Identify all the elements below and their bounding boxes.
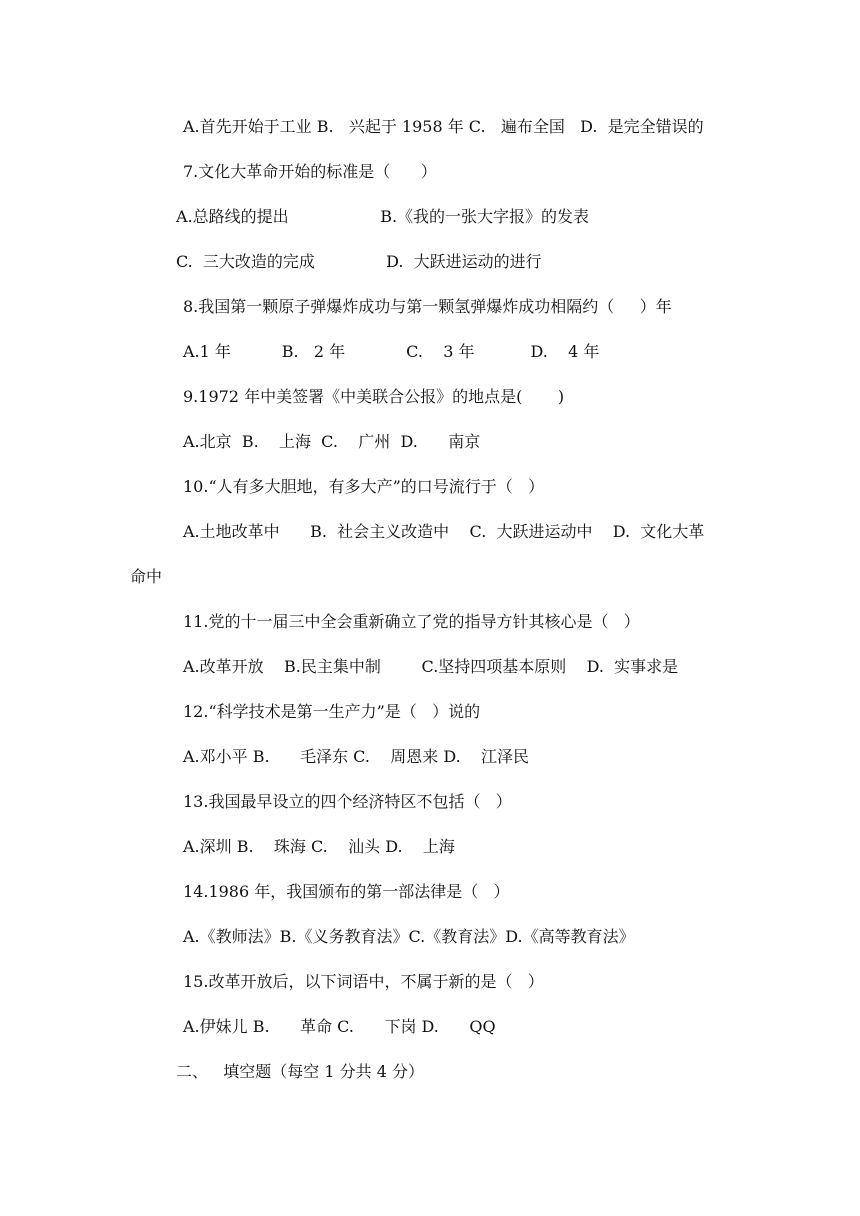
q9-options: A.北京 B. 上海 C. 广州 D. 南京 — [183, 432, 481, 451]
q11-question: 11.党的十一届三中全会重新确立了党的指导方针其核心是（ ） — [183, 612, 640, 631]
q7-options-row2: C. 三大改造的完成 D. 大跃进运动的进行 — [176, 252, 542, 271]
q11-options: A.改革开放 B.民主集中制 C.坚持四项基本原则 D. 实事求是 — [183, 657, 679, 676]
q10-options: A.土地改革中 B. 社会主义改造中 C. 大跃进运动中 D. 文化大革 — [183, 522, 705, 541]
q7-options-row1: A.总路线的提出 B.《我的一张大字报》的发表 — [176, 207, 590, 226]
q12-options: A.邓小平 B. 毛泽东 C. 周恩来 D. 江泽民 — [183, 747, 530, 766]
section-heading: 二、 填空题（每空 1 分共 4 分） — [176, 1062, 424, 1081]
q9-question: 9.1972 年中美签署《中美联合公报》的地点是( ) — [183, 387, 565, 406]
q12-question: 12.“科学技术是第一生产力”是（ ）说的 — [183, 702, 481, 721]
q14-options: A.《教师法》B.《义务教育法》C.《教育法》D.《高等教育法》 — [183, 927, 635, 946]
q14-question: 14.1986 年，我国颁布的第一部法律是（ ） — [183, 882, 510, 901]
q10-options-continued: 命中 — [130, 567, 163, 586]
q6-options: A.首先开始于工业 B. 兴起于 1958 年 C. 遍布全国 D. 是完全错误的 — [183, 117, 704, 136]
q13-question: 13.我国最早设立的四个经济特区不包括（ ） — [183, 792, 512, 811]
q8-question: 8.我国第一颗原子弹爆炸成功与第一颗氢弹爆炸成功相隔约（ ）年 — [183, 297, 672, 316]
q15-options: A.伊妹儿 B. 革命 C. 下岗 D. QQ — [183, 1017, 496, 1036]
q13-options: A.深圳 B. 珠海 C. 汕头 D. 上海 — [183, 837, 455, 856]
q7-question: 7.文化大革命开始的标准是（ ） — [183, 162, 437, 181]
q8-options: A.1 年 B. 2 年 C. 3 年 D. 4 年 — [183, 342, 600, 361]
q15-question: 15.改革开放后，以下词语中，不属于新的是（ ） — [183, 972, 544, 991]
q10-question: 10.“人有多大胆地，有多大产”的口号流行于（ ） — [183, 477, 545, 496]
